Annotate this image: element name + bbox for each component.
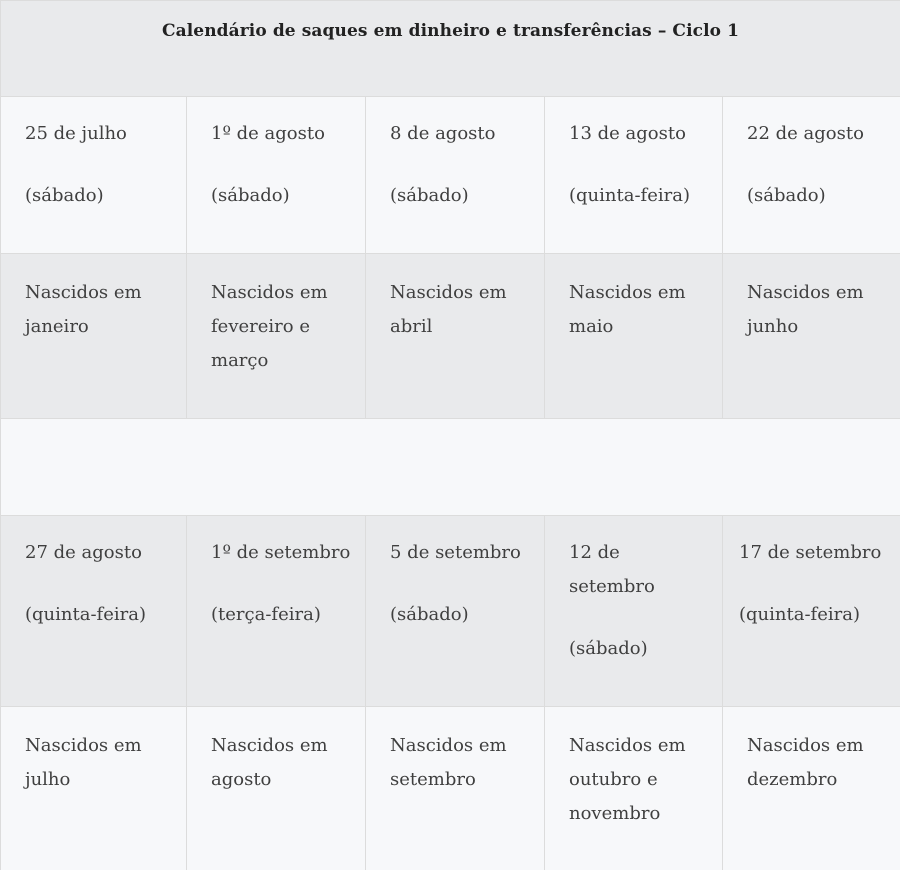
table-title: Calendário de saques em dinheiro e transferências – Ciclo 1: [161, 21, 740, 41]
births-row-1: [1, 254, 900, 419]
weekday-text: (sábado): [211, 185, 290, 206]
weekday-text: (sábado): [390, 604, 469, 625]
births-cell: [723, 707, 900, 870]
date-text: 12 de setembro: [569, 542, 655, 597]
weekday-text: (quinta-feira): [25, 604, 146, 625]
date-text: 22 de agosto: [747, 123, 864, 144]
births-text: Nascidos em maio: [569, 282, 686, 337]
weekday-text: (sábado): [25, 185, 104, 206]
births-text: Nascidos em agosto: [211, 735, 328, 790]
title-row: [1, 1, 900, 97]
date-text: 17 de setembro: [739, 542, 882, 563]
date-cell: [723, 97, 900, 254]
date-cell: [187, 516, 366, 707]
date-text: 8 de agosto: [390, 123, 496, 144]
dates-row-2: [1, 516, 900, 707]
weekday-text: (quinta-feira): [739, 604, 860, 625]
date-cell: [545, 516, 723, 707]
dates-row-1: [1, 97, 900, 254]
births-cell: [1, 254, 187, 419]
date-text: 5 de setembro: [390, 542, 521, 563]
births-text: Nascidos em julho: [25, 735, 142, 790]
date-cell: [545, 97, 723, 254]
date-cell: [1, 97, 187, 254]
date-text: 1º de agosto: [211, 123, 325, 144]
births-text: Nascidos em abril: [390, 282, 507, 337]
births-text: Nascidos em janeiro: [25, 282, 142, 337]
date-cell: [723, 516, 900, 707]
births-cell: [545, 254, 723, 419]
births-cell: [366, 254, 545, 419]
spacer-row: [1, 419, 900, 516]
weekday-text: (quinta-feira): [569, 185, 690, 206]
weekday-text: (sábado): [569, 638, 648, 659]
date-cell: [187, 97, 366, 254]
births-cell: [1, 707, 187, 870]
table-title-cell: [1, 1, 900, 97]
weekday-text: (sábado): [747, 185, 826, 206]
births-cell: [545, 707, 723, 870]
date-text: 27 de agosto: [25, 542, 142, 563]
date-cell: [366, 97, 545, 254]
births-cell: [187, 254, 366, 419]
weekday-text: (sábado): [390, 185, 469, 206]
births-text: Nascidos em dezembro: [747, 735, 864, 790]
date-text: 25 de julho: [25, 123, 127, 144]
date-cell: [1, 516, 187, 707]
births-text: Nascidos em junho: [747, 282, 864, 337]
births-row-2: [1, 707, 900, 870]
weekday-text: (terça-feira): [211, 604, 321, 625]
births-text: Nascidos em outubro e novembro: [569, 735, 686, 824]
births-cell: [187, 707, 366, 870]
births-text: Nascidos em fevereiro e março: [211, 282, 328, 371]
date-text: 1º de setembro: [211, 542, 351, 563]
births-text: Nascidos em setembro: [390, 735, 507, 790]
date-cell: [366, 516, 545, 707]
births-cell: [723, 254, 900, 419]
date-text: 13 de agosto: [569, 123, 686, 144]
births-cell: [366, 707, 545, 870]
empty-row-cell: [1, 419, 900, 516]
